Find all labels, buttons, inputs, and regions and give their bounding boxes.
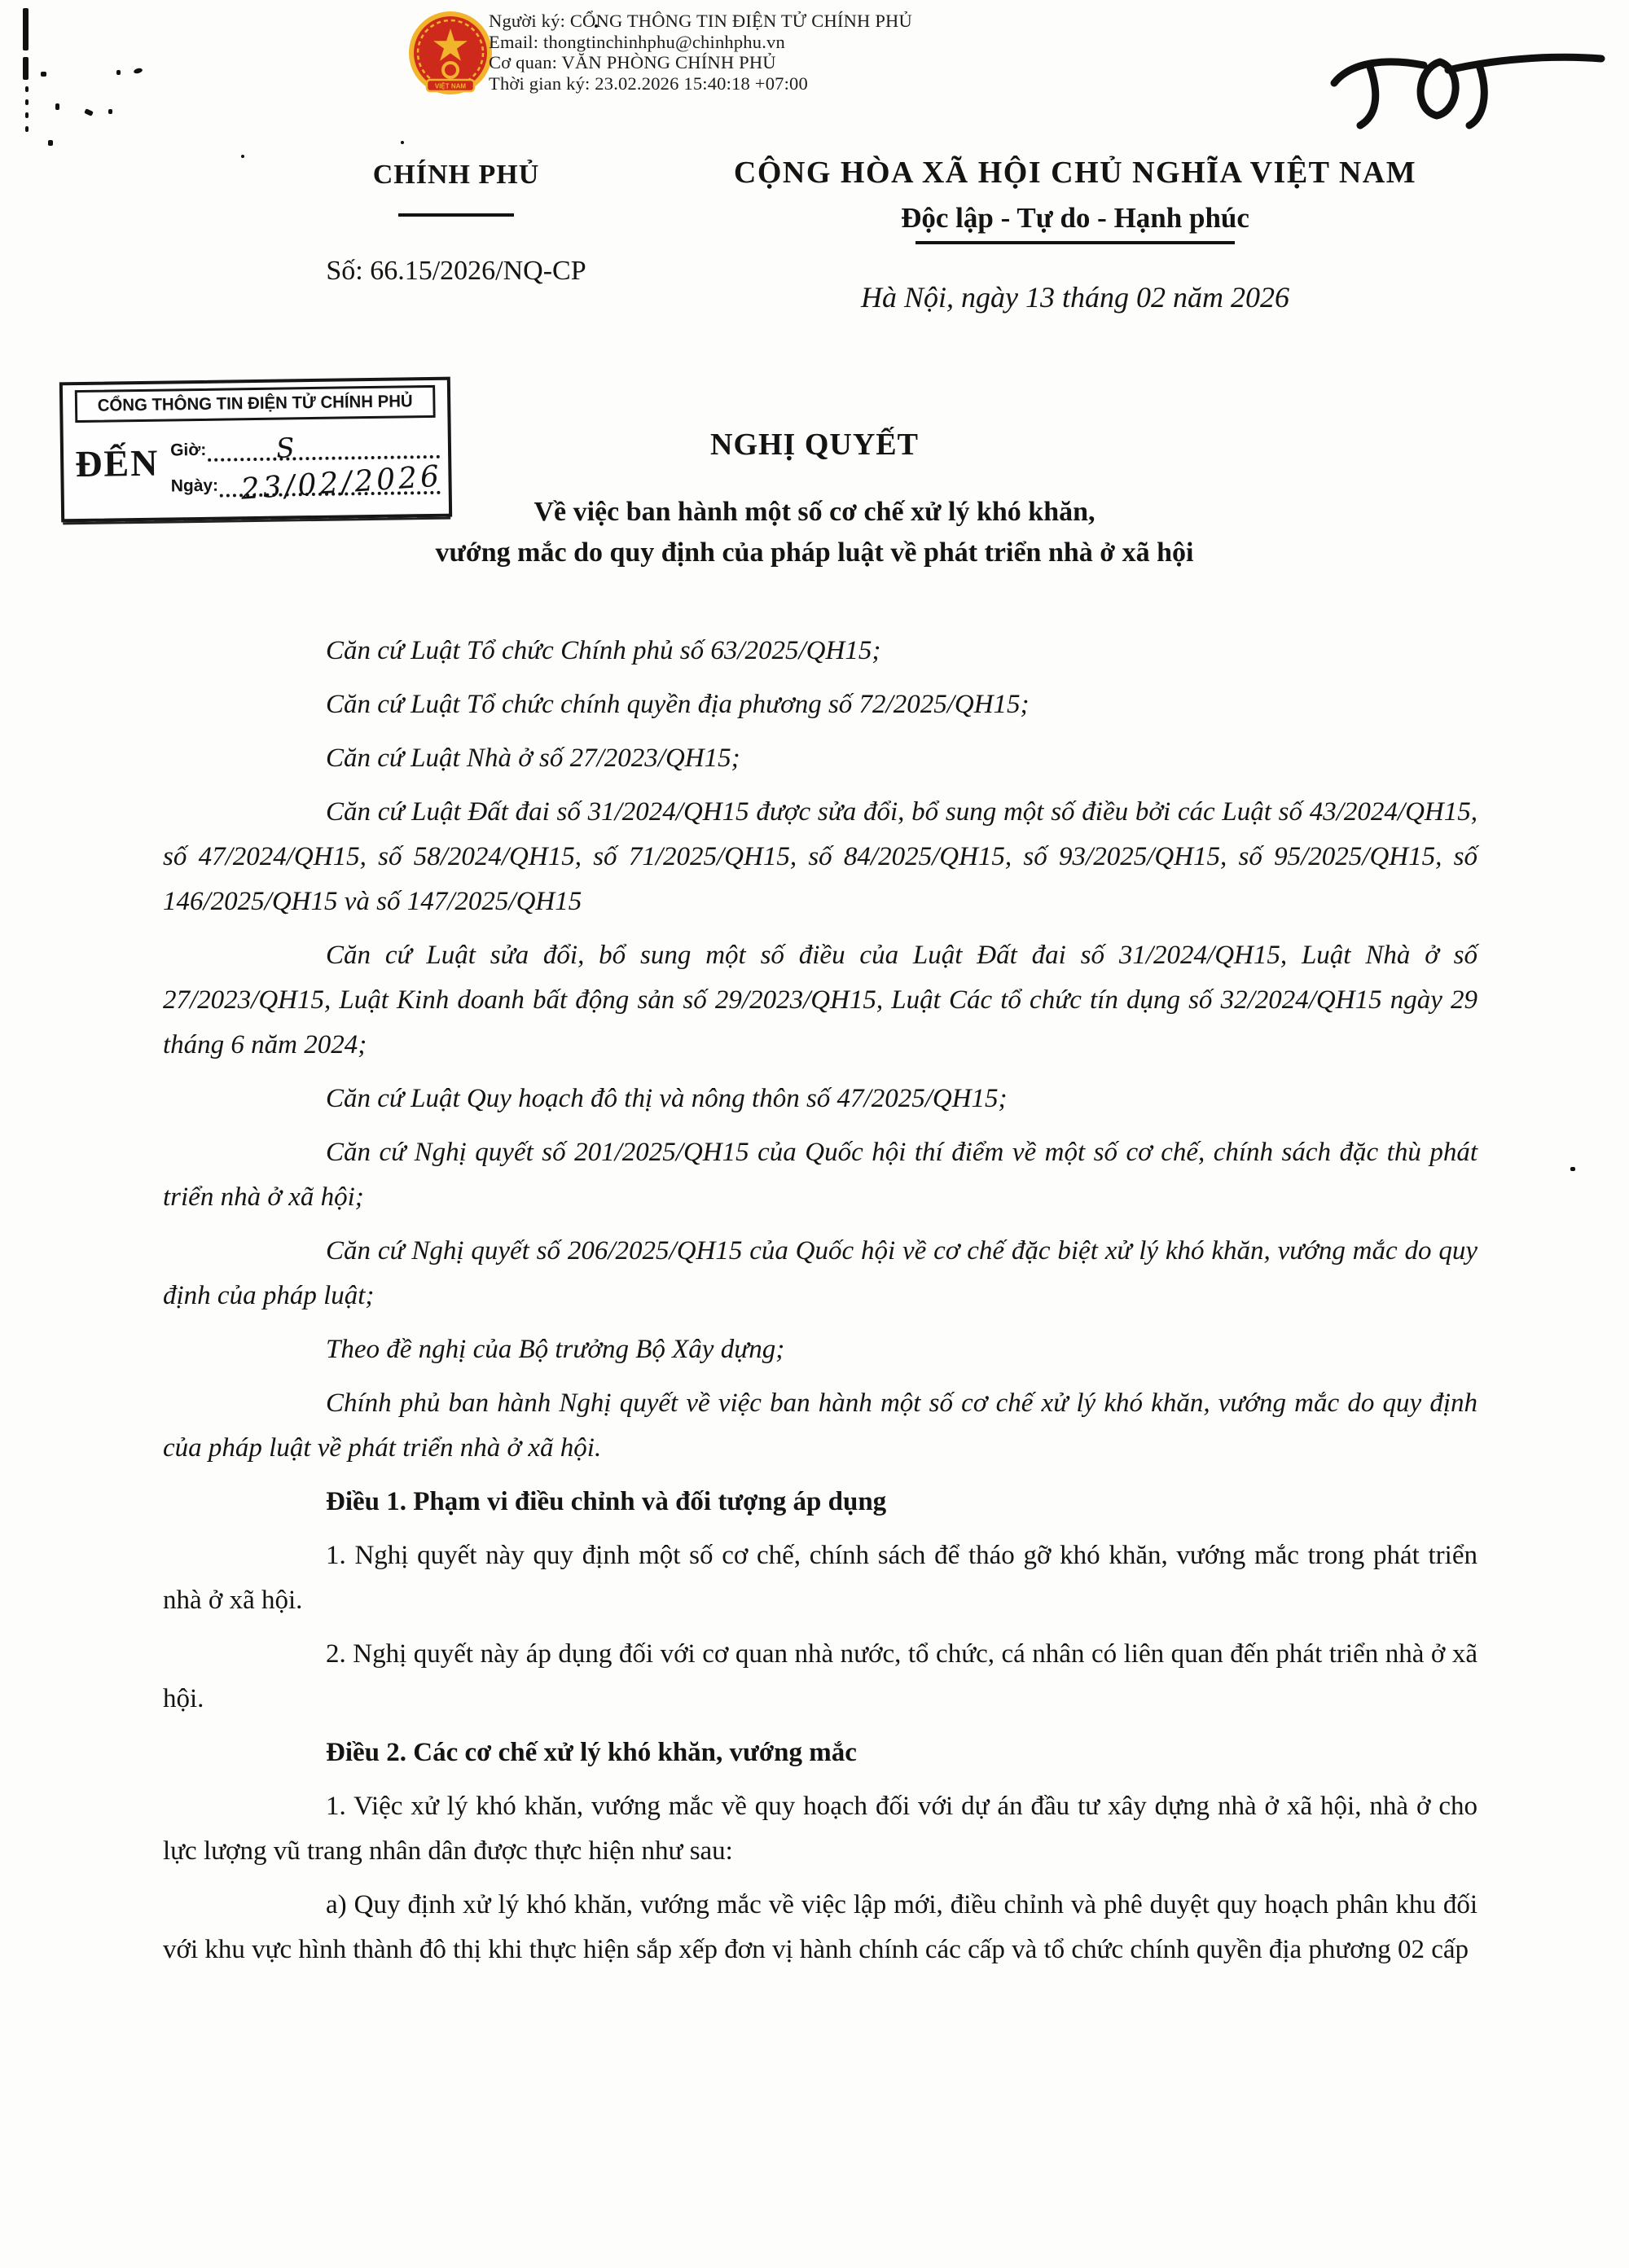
scan-artifact <box>25 86 29 92</box>
signature-line: Email: thongtinchinhphu@chinhphu.vn <box>489 31 785 52</box>
stamp-gio-value: S <box>274 431 296 465</box>
paragraph: 1. Việc xử lý khó khăn, vướng mắc về quy hoạch đối với dự án đầu tư xây dựng nhà ở xã hội, nhà ở cho lực lượng vũ trang nhân dân được thực hiện như sau: <box>163 1792 1478 1866</box>
paragraph: a) Quy định xử lý khó khăn, vướng mắc về việc lập mới, điều chỉnh và phê duyệt quy hoạch phân khu đối với khu vực hình thành đô thị khi thực hiện sắp xếp đơn vị hành chính các cấp và tổ chức chính quyền địa phương 02 cấp <box>163 1890 1478 1964</box>
paragraph: 2. Nghị quyết này áp dụng đối với cơ quan nhà nước, tổ chức, cá nhân có liên quan đến phát triển nhà ở xã hội. <box>163 1639 1478 1713</box>
scan-artifact <box>23 57 29 80</box>
stamp-ngay-value: 23/02/2026 <box>239 459 444 507</box>
paragraph: Căn cứ Luật Nhà ở số 27/2023/QH15; <box>326 744 740 773</box>
scan-artifact <box>133 68 143 75</box>
paragraph: 1. Nghị quyết này quy định một số cơ chế, chính sách để tháo gỡ khó khăn, vướng mắc trong phát triển nhà ở xã hội. <box>163 1541 1478 1615</box>
paragraph: Căn cứ Luật Đất đai số 31/2024/QH15 được sửa đổi, bổ sung một số điều bởi các Luật số 43/2024/QH15, số 47/2024/QH15, số 58/2024/QH15, số 71/2025/QH15, số 84/2025/QH15, số 93/2025/QH15, số 95/2025/QH15, số 146/2025/QH15 và số 147/2025/QH15 <box>163 797 1478 916</box>
document-number: Số: 66.15/2026/NQ-CP <box>326 256 586 286</box>
paragraph: Căn cứ Luật sửa đổi, bổ sung một số điều của Luật Đất đai số 31/2024/QH15, Luật Nhà ở số 27/2023/QH15, Luật Kinh doanh bất động sản số 29/2023/QH15, Luật Các tổ chức tín dụng số 32/2024/QH15 ngày 29 tháng 6 năm 2024; <box>163 941 1478 1059</box>
document-body <box>163 629 1478 1981</box>
digital-signature-block <box>489 11 1010 94</box>
scan-artifact <box>25 99 29 105</box>
scan-artifact <box>1570 1167 1575 1171</box>
stamp-gio-label: Giờ: <box>169 440 207 460</box>
header-national <box>672 155 1478 314</box>
place-and-date: Hà Nội, ngày 13 tháng 02 năm 2026 <box>861 281 1289 314</box>
paragraph: Theo đề nghị của Bộ trưởng Bộ Xây dựng; <box>326 1335 785 1364</box>
scan-artifact <box>23 8 29 50</box>
article-heading: Điều 1. Phạm vi điều chỉnh và đối tượng áp dụng <box>326 1487 887 1516</box>
issuing-org: CHÍNH PHỦ <box>372 160 540 190</box>
signature-line: Người ký: CỔNG THÔNG TIN ĐIỆN TỬ CHÍNH PHỦ <box>489 11 912 31</box>
header-divider <box>398 213 514 217</box>
scan-artifact <box>48 140 53 146</box>
handwritten-mark <box>1318 18 1619 132</box>
signature-line: Cơ quan: VĂN PHÒNG CHÍNH PHỦ <box>489 52 776 72</box>
document-title-block <box>0 427 1629 568</box>
scan-artifact <box>25 126 29 132</box>
stamp-den-label: ĐẾN <box>74 441 160 485</box>
scan-artifact <box>41 72 46 77</box>
paragraph: Căn cứ Luật Quy hoạch đô thị và nông thôn số 47/2025/QH15; <box>326 1084 1008 1113</box>
scan-artifact <box>401 141 404 144</box>
scan-artifact <box>116 70 121 75</box>
stamp-ngay-label: Ngày: <box>170 476 219 496</box>
stamp-office: CỔNG THÔNG TIN ĐIỆN TỬ CHÍNH PHỦ <box>75 385 436 423</box>
motto-divider <box>915 241 1235 244</box>
signature-line: Thời gian ký: 23.02.2026 15:40:18 +07:00 <box>489 72 808 94</box>
scan-artifact <box>108 109 112 114</box>
emblem-banner-text: VIỆT NAM <box>434 82 467 90</box>
scan-artifact <box>55 103 59 110</box>
paragraph: Căn cứ Nghị quyết số 206/2025/QH15 của Quốc hội về cơ chế đặc biệt xử lý khó khăn, vướng mắc do quy định của pháp luật; <box>163 1236 1478 1310</box>
paragraph: Chính phủ ban hành Nghị quyết về việc ban hành một số cơ chế xử lý khó khăn, vướng mắc do quy định của pháp luật về phát triển nhà ở xã hội. <box>163 1388 1478 1463</box>
national-motto-line2: Độc lập - Tự do - Hạnh phúc <box>901 202 1249 234</box>
scan-artifact <box>241 155 244 158</box>
header-issuer <box>204 160 709 287</box>
paragraph: Căn cứ Luật Tổ chức chính quyền địa phương số 72/2025/QH15; <box>326 690 1030 719</box>
article-heading: Điều 2. Các cơ chế xử lý khó khăn, vướng mắc <box>326 1738 857 1767</box>
document-subject-line2: vướng mắc do quy định của pháp luật về phát triển nhà ở xã hội <box>435 537 1194 568</box>
paragraph: Căn cứ Luật Tổ chức Chính phủ số 63/2025/QH15; <box>326 636 881 665</box>
national-emblem-icon <box>407 10 494 101</box>
document-subject-line1: Về việc ban hành một số cơ chế xử lý khó khăn, <box>533 497 1096 527</box>
scan-artifact <box>84 108 94 116</box>
paragraph: Căn cứ Nghị quyết số 201/2025/QH15 của Quốc hội thí điểm về một số cơ chế, chính sách đặc thù phát triển nhà ở xã hội; <box>163 1138 1478 1212</box>
document-type: NGHỊ QUYẾT <box>710 428 919 462</box>
scan-artifact <box>25 112 29 118</box>
national-motto-line1: CỘNG HÒA XÃ HỘI CHỦ NGHĨA VIỆT NAM <box>733 156 1417 190</box>
